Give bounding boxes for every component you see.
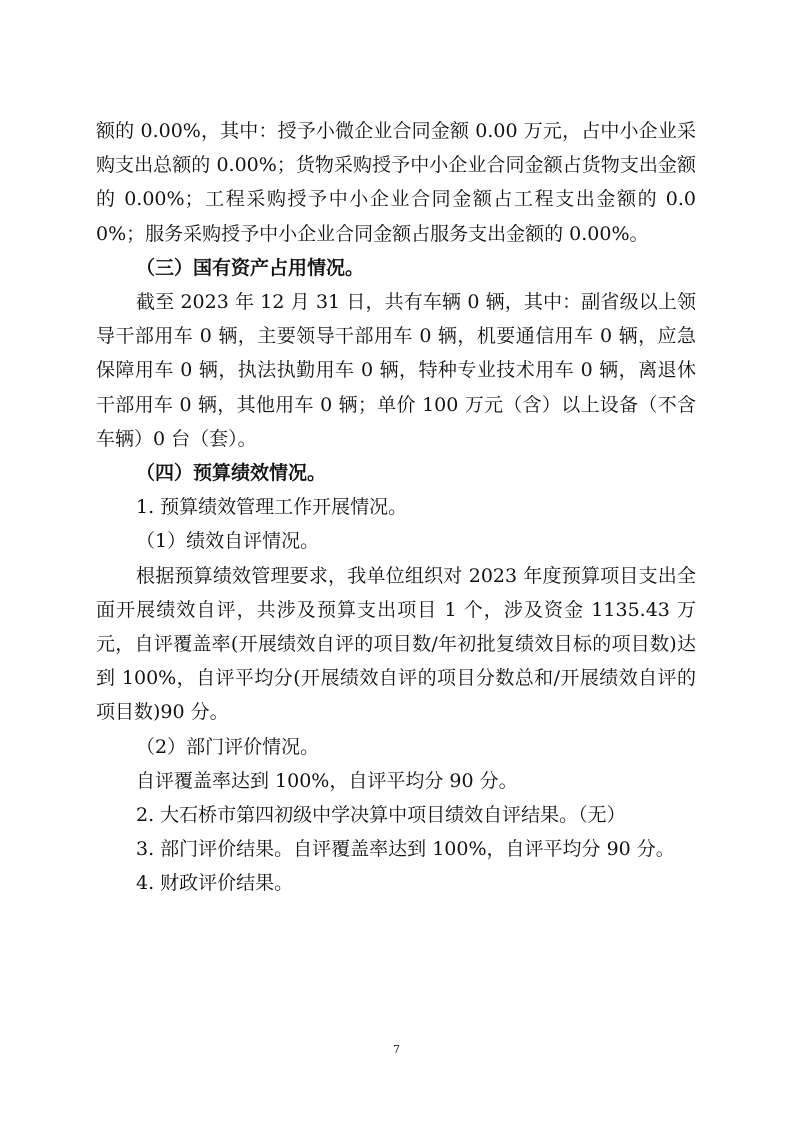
paragraph-department-evaluation: 自评覆盖率达到 100%，自评平均分 90 分。 <box>136 769 518 792</box>
heading-budget-performance: （四）预算绩效情况。 <box>136 462 327 485</box>
paragraph-department-results: 3. 部门评价结果。自评覆盖率达到 100%，自评平均分 90 分。 <box>136 838 675 861</box>
document-body <box>96 114 696 901</box>
paragraph-performance-management: 1. 预算绩效管理工作开展情况。 <box>136 496 408 519</box>
paragraph-vehicles: 截至 2023 年 12 月 31 日，共有车辆 0 辆，其中：副省级以上领导干部用车 0 辆，主要领导干部用车 0 辆，机要通信用车 0 辆，应急保障用车 0 辆，执法执勤用车 0 辆，特种专业技术用车 0 辆，离退休干部用车 0 辆，其他用车 0 辆；单价 100 万元（含）以上设备（不含车辆）0 台（套）。 <box>96 291 696 450</box>
paragraph-project-results: 2. 大石桥市第四初级中学决算中项目绩效自评结果。（无） <box>136 804 626 827</box>
paragraph-procurement-continued: 额的 0.00%，其中：授予小微企业合同金额 0.00 万元，占中小企业采购支出总额的 0.00%；货物采购授予中小企业合同金额占货物支出金额的 0.00%；工程采购授予中小企业合同金额占工程支出金额的 0.00%；服务采购授予中小企业合同金额占服务支出金额的 0.00%。 <box>96 120 696 245</box>
paragraph-self-evaluation-title: （1）绩效自评情况。 <box>136 530 320 553</box>
paragraph-finance-results: 4. 财政评价结果。 <box>136 872 294 895</box>
heading-state-assets: （三）国有资产占用情况。 <box>136 256 365 279</box>
page-number: 7 <box>393 1043 400 1056</box>
paragraph-self-evaluation: 根据预算绩效管理要求，我单位组织对 2023 年度预算项目支出全面开展绩效自评，共涉及预算支出项目 1 个，涉及资金 1135.43 万元，自评覆盖率(开展绩效自评的项目数/年初批复绩效目标的项目数)达到 100%，自评平均分(开展绩效自评的项目分数总和/开展绩效自评的项目数)90 分。 <box>96 564 696 724</box>
paragraph-department-evaluation-title: （2）部门评价情况。 <box>136 735 320 758</box>
